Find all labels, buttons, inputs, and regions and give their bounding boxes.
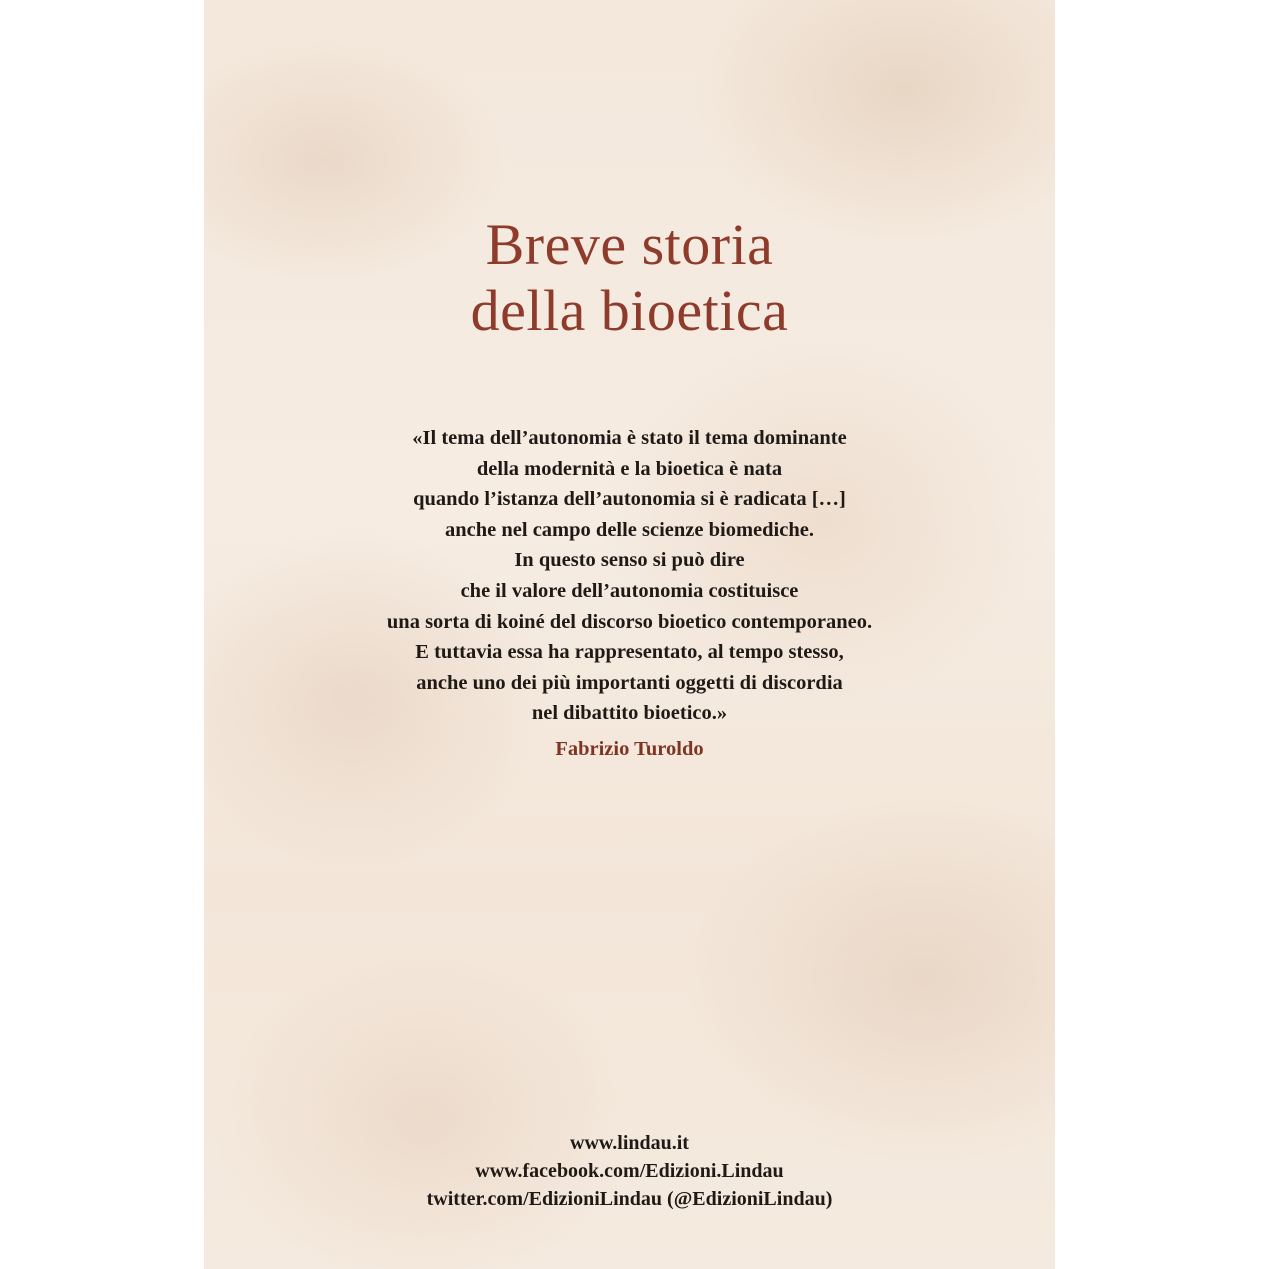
quote-line: E tuttavia essa ha rappresentato, al tempo stesso, bbox=[415, 641, 844, 664]
quote-line: una sorta di koiné del discorso bioetico contemporaneo. bbox=[386, 610, 873, 633]
quote-line: nel dibattito bioetico.» bbox=[531, 702, 728, 725]
title-line: della bioetica bbox=[470, 278, 789, 343]
quote-line: quando l’istanza dell’autonomia si è radicata […] bbox=[413, 488, 846, 511]
facebook-link: www.facebook.com/Edizioni.Lindau bbox=[475, 1160, 784, 1182]
quote-block bbox=[204, 423, 1055, 729]
quote-line: In questo senso si può dire bbox=[514, 549, 745, 572]
title-line: Breve storia bbox=[485, 212, 774, 277]
publisher-links bbox=[204, 1129, 1055, 1213]
quote-author: Fabrizio Turoldo bbox=[555, 738, 704, 760]
quote-line: anche nel campo delle scienze biomediche. bbox=[445, 518, 814, 541]
book-back-cover bbox=[204, 0, 1055, 1269]
website-link: www.lindau.it bbox=[570, 1132, 689, 1154]
book-title bbox=[204, 212, 1055, 344]
quote-line: della modernità e la bioetica è nata bbox=[476, 457, 783, 480]
twitter-link: twitter.com/EdizioniLindau (@EdizioniLindau) bbox=[426, 1188, 833, 1210]
quote-line: anche uno dei più importanti oggetti di discordia bbox=[416, 671, 843, 694]
quote-line: «Il tema dell’autonomia è stato il tema dominante bbox=[412, 427, 847, 449]
quote-line: che il valore dell’autonomia costituisce bbox=[460, 579, 799, 602]
